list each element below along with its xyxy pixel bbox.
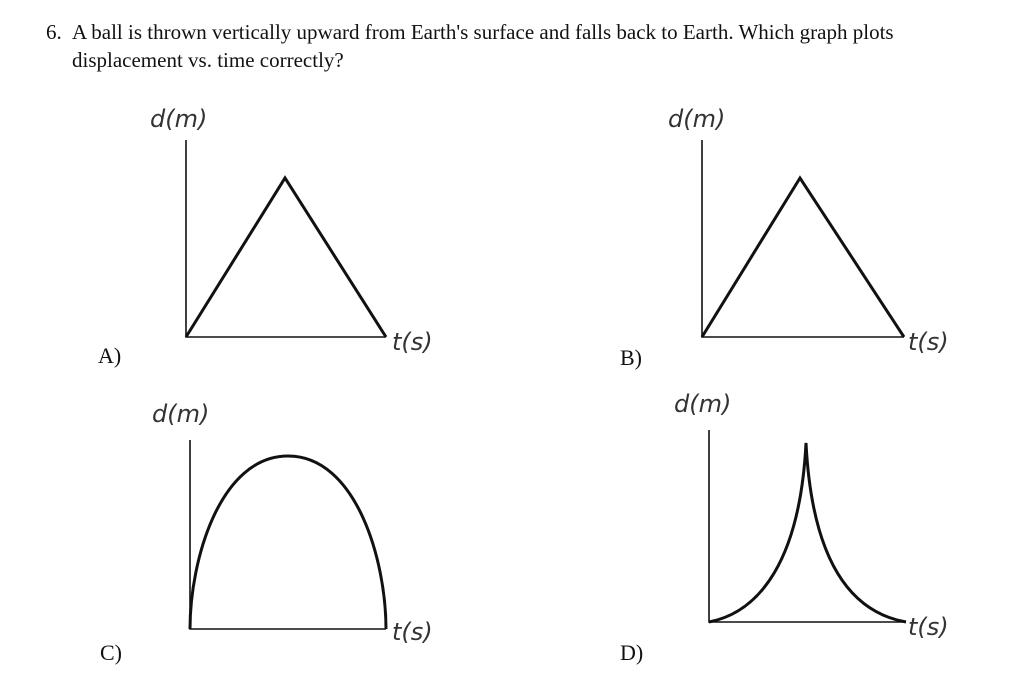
- graph-d-x-label: t(s): [908, 613, 949, 641]
- question-prompt: A ball is thrown vertically upward from Earth's surface and falls back to Earth. Which graph plots displacement vs. time correctly?: [72, 20, 894, 72]
- graph-d-y-label: d(m): [674, 390, 732, 418]
- option-letter-d: D): [620, 640, 644, 665]
- graph-c-axes: [190, 440, 386, 629]
- graph-d-curve: [709, 443, 906, 622]
- graph-b-x-label: t(s): [908, 328, 949, 356]
- graph-b-y-label: d(m): [668, 105, 726, 133]
- graph-c-y-label: d(m): [152, 400, 210, 428]
- graph-b-curve: [702, 178, 904, 337]
- graph-a-x-label: t(s): [392, 328, 433, 356]
- graph-b-axes: [702, 140, 904, 337]
- option-letter-b: B): [620, 345, 642, 370]
- graph-a-y-label: d(m): [150, 105, 208, 133]
- option-letter-a: A): [98, 343, 122, 368]
- graph-a-curve: [186, 178, 386, 337]
- question-number: 6.: [46, 20, 62, 44]
- graph-a-axes: [186, 140, 386, 337]
- graph-c-x-label: t(s): [392, 618, 433, 646]
- graph-b: [668, 105, 949, 356]
- option-letter-c: C): [100, 640, 122, 665]
- graph-a: [150, 105, 433, 356]
- graph-c-curve: [190, 456, 386, 629]
- graph-d: [674, 390, 949, 641]
- graph-c: [152, 400, 433, 646]
